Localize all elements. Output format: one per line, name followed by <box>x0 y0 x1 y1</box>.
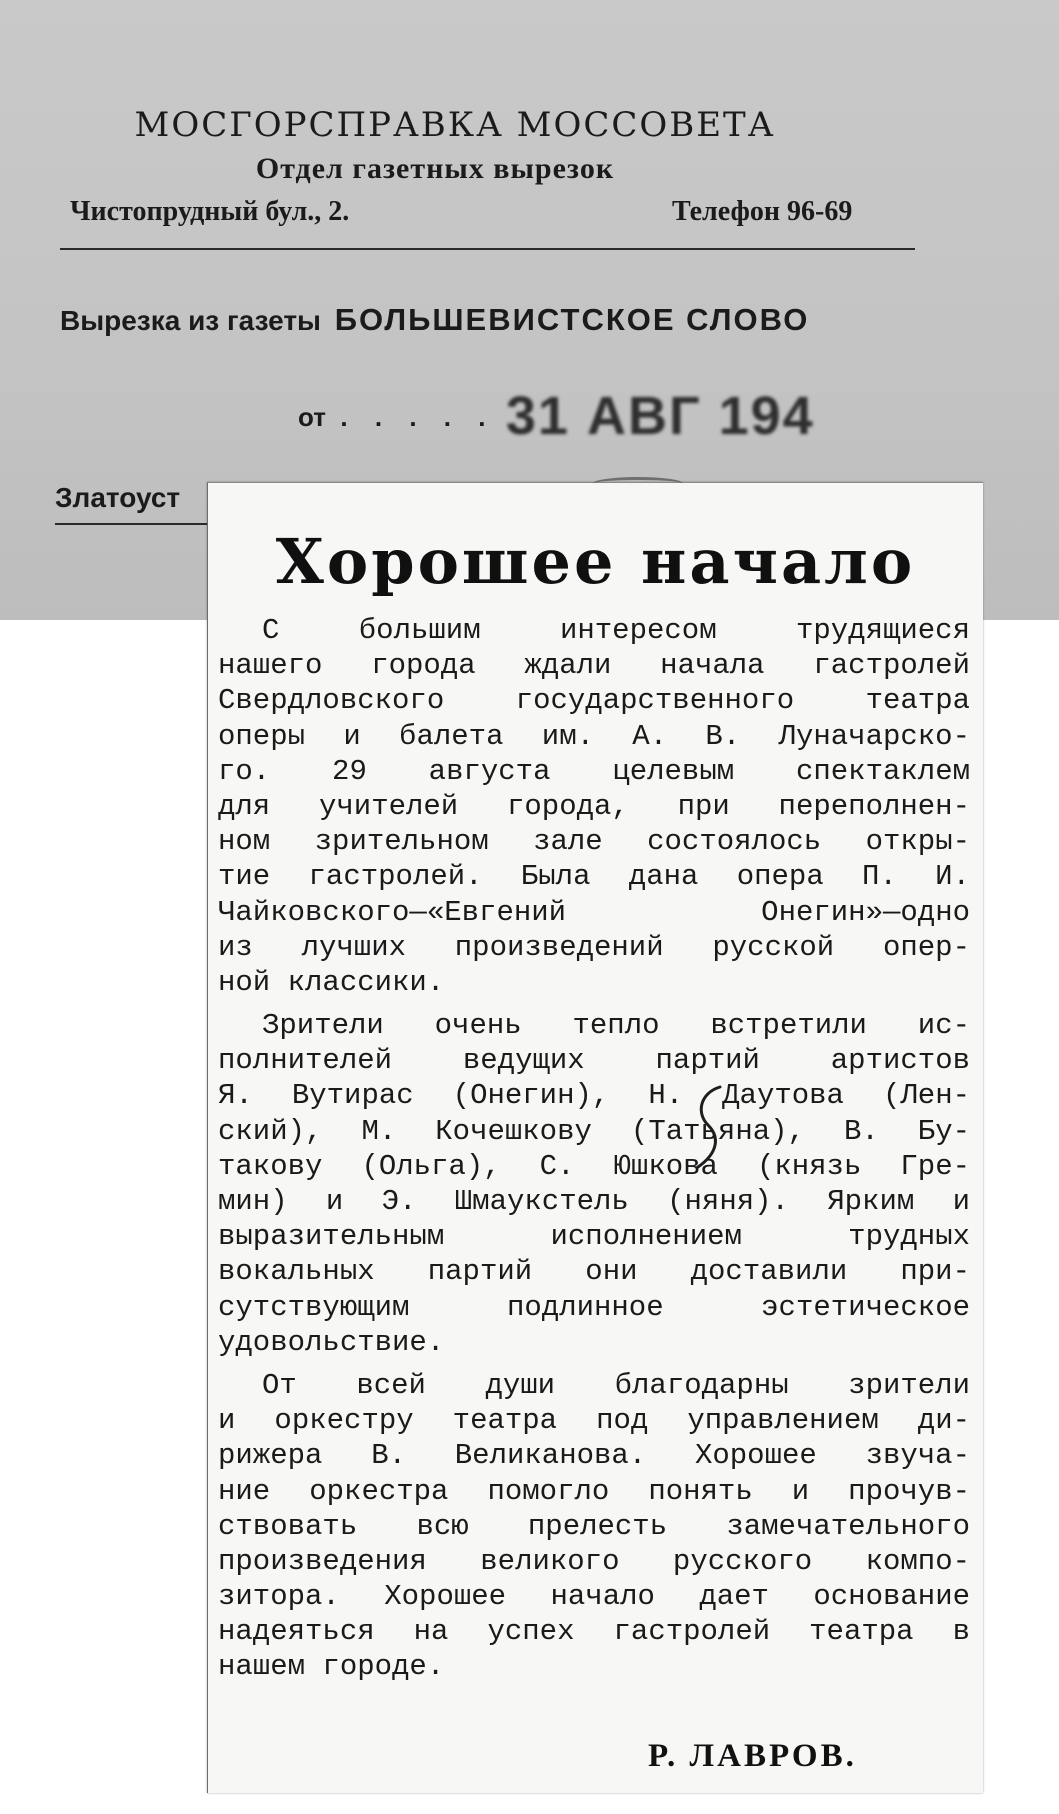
newspaper-clipping <box>207 482 983 1793</box>
article-line: выразительным исполнением трудных <box>218 1220 970 1254</box>
article-line: Я. Вутирас (Онегин), Н. Даутова (Лен- <box>218 1079 970 1113</box>
clipping-date-line <box>298 385 815 447</box>
date-dots: . . . . . <box>340 402 496 432</box>
article-line: удовольствие. <box>218 1325 445 1359</box>
city-underline <box>55 523 215 525</box>
article-signature: Р. ЛАВРОВ. <box>648 1738 857 1774</box>
city-name: Златоуст <box>55 482 181 513</box>
clip-label: Вырезка из газеты <box>60 305 321 336</box>
article-line: ном зрительном зале состоялось откры- <box>218 825 970 859</box>
article-line: сутствующим подлинное эстетическое <box>218 1290 970 1324</box>
article-body <box>218 613 970 1693</box>
article-line: ский), М. Кочешкову (Татьяна), В. Бу- <box>218 1114 970 1148</box>
article-line: такову (Ольга), С. Юшкова (князь Гре- <box>218 1149 970 1183</box>
article-paragraph <box>218 613 970 1000</box>
article-line: нашем городе. <box>218 1650 445 1684</box>
article-line: ной классики. <box>218 965 445 999</box>
article-line: мин) и Э. Шмаукстель (няня). Ярким и <box>218 1185 970 1218</box>
bureau-address: Чистопрудный бул., 2. <box>70 196 350 227</box>
article-line: и оркестру театра под управлением ди- <box>218 1404 970 1438</box>
article-line: нашего города ждали начала гастролей <box>218 649 970 683</box>
article-line: ние оркестра помогло понять и прочув- <box>218 1474 970 1508</box>
article-line: Чайковского—«Евгений Онегин»—одно <box>218 895 970 929</box>
article-line: Свердловского государственного театра <box>218 684 970 718</box>
article-line: надеяться на успех гастролей театра в <box>218 1615 970 1649</box>
article-line: вокальных партий они доставили при- <box>218 1255 970 1289</box>
header-divider <box>60 248 915 250</box>
bureau-phone: Телефон 96-69 <box>672 196 853 227</box>
article-line: рижера В. Великанова. Хорошее звуча- <box>218 1439 970 1473</box>
article-line: го. 29 августа целевым спектаклем <box>218 754 970 788</box>
clipping-source-line <box>60 302 809 338</box>
department-name: Отдел газетных вырезок <box>255 152 615 185</box>
date-stamp: 31 АВГ 194 <box>505 386 815 446</box>
newspaper-name: БОЛЬШЕВИСТСКОЕ СЛОВО <box>334 302 810 337</box>
article-paragraph <box>218 1008 970 1360</box>
article-line: Зрители очень тепло встретили ис- <box>262 1009 970 1043</box>
article-line: для учителей города, при переполнен- <box>218 789 970 823</box>
article-line: С большим интересом трудящиеся <box>262 614 970 647</box>
article-line: ствовать всю прелесть замечательного <box>218 1509 970 1543</box>
article-line: зитора. Хорошее начало дает основание <box>218 1580 970 1614</box>
pencil-mark-icon <box>690 1083 730 1173</box>
article-line: тие гастролей. Была дана опера П. И. <box>218 860 970 894</box>
article-paragraph <box>218 1368 970 1685</box>
article-line: произведения великого русского компо- <box>218 1544 970 1578</box>
article-line: оперы и балета им. А. В. Луначарско- <box>218 719 970 753</box>
date-label: от <box>298 402 326 432</box>
organization-name: МОСГОРСПРАВКА МОССОВЕТА <box>134 105 776 145</box>
article-line: полнителей ведущих партий артистов <box>218 1044 970 1078</box>
article-line: От всей души благодарны зрители <box>262 1368 970 1402</box>
article-title: Хорошее начало <box>275 525 916 598</box>
torn-edge-mark <box>593 477 683 490</box>
article-line: из лучших произведений русской опер- <box>218 930 970 964</box>
